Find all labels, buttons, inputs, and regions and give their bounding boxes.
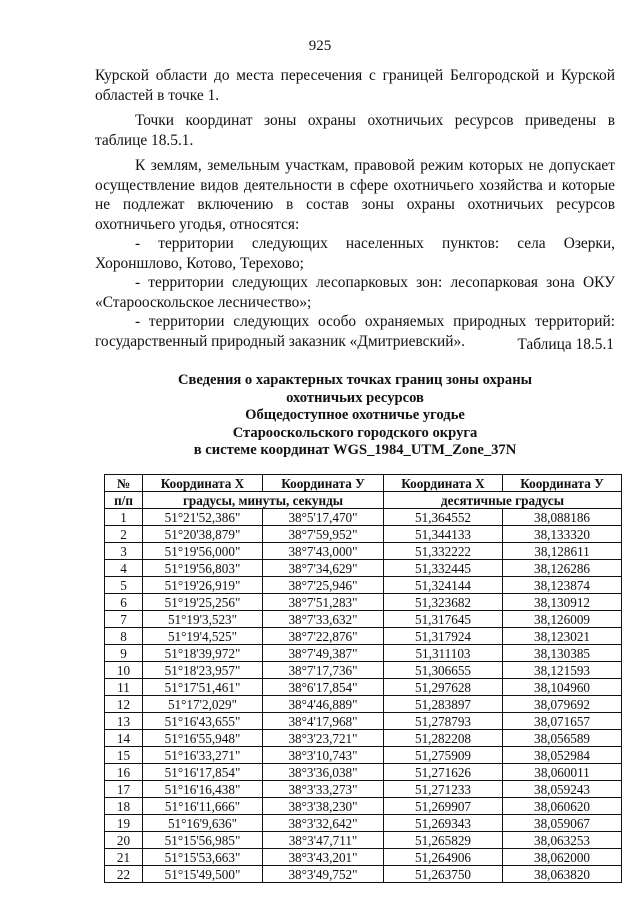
table-label: Таблица 18.5.1 — [517, 336, 614, 353]
cell-number: 12 — [105, 696, 143, 713]
cell-y-dms: 38°4'17,968" — [263, 713, 384, 730]
cell-x-decimal: 51,275909 — [384, 747, 503, 764]
cell-x-decimal: 51,283897 — [384, 696, 503, 713]
cell-x-dms: 51°15'53,663" — [143, 849, 263, 866]
paragraph-2: Точки координат зоны охраны охотничьих ресурсов приведены в таблице 18.5.1. — [95, 112, 615, 149]
cell-y-dms: 38°3'47,711" — [263, 832, 384, 849]
table-header-row — [105, 475, 622, 492]
cell-x-dms: 51°19'26,919" — [143, 577, 263, 594]
header-y-dms: Координата У — [263, 475, 384, 492]
body-text — [95, 66, 615, 351]
cell-y-dms: 38°7'34,629" — [263, 560, 384, 577]
cell-y-dms: 38°3'10,743" — [263, 747, 384, 764]
cell-y-dms: 38°3'23,721" — [263, 730, 384, 747]
cell-number: 22 — [105, 866, 143, 883]
cell-y-dms: 38°7'17,736" — [263, 662, 384, 679]
cell-y-decimal: 38,052984 — [503, 747, 622, 764]
cell-x-decimal: 51,364552 — [384, 509, 503, 526]
cell-x-decimal: 51,278793 — [384, 713, 503, 730]
cell-y-decimal: 38,059243 — [503, 781, 622, 798]
cell-x-dms: 51°17'51,461" — [143, 679, 263, 696]
cell-y-dms: 38°7'22,876" — [263, 628, 384, 645]
table-row — [105, 747, 622, 764]
cell-number: 13 — [105, 713, 143, 730]
cell-x-dms: 51°19'25,256" — [143, 594, 263, 611]
cell-y-dms: 38°6'17,854" — [263, 679, 384, 696]
cell-x-dms: 51°19'4,525" — [143, 628, 263, 645]
cell-x-dms: 51°16'17,854" — [143, 764, 263, 781]
table-title-line-1: Сведения о характерных точках границ зоны охраны — [177, 372, 533, 388]
header-dms-units: градусы, минуты, секунды — [143, 492, 384, 509]
cell-x-decimal: 51,306655 — [384, 662, 503, 679]
table-row — [105, 730, 622, 747]
cell-number: 10 — [105, 662, 143, 679]
table-row — [105, 526, 622, 543]
table-row — [105, 560, 622, 577]
table-row — [105, 628, 622, 645]
cell-x-dms: 51°19'3,523" — [143, 611, 263, 628]
table-row — [105, 679, 622, 696]
table-row — [105, 645, 622, 662]
cell-number: 5 — [105, 577, 143, 594]
cell-y-decimal: 38,063253 — [503, 832, 622, 849]
cell-x-decimal: 51,317645 — [384, 611, 503, 628]
cell-x-decimal: 51,344133 — [384, 526, 503, 543]
cell-y-decimal: 38,126286 — [503, 560, 622, 577]
cell-x-dms: 51°15'49,500" — [143, 866, 263, 883]
cell-x-decimal: 51,269907 — [384, 798, 503, 815]
cell-x-decimal: 51,271233 — [384, 781, 503, 798]
coordinates-table — [104, 474, 622, 883]
cell-number: 9 — [105, 645, 143, 662]
cell-number: 17 — [105, 781, 143, 798]
cell-y-decimal: 38,060620 — [503, 798, 622, 815]
cell-y-decimal: 38,060011 — [503, 764, 622, 781]
cell-x-dms: 51°18'23,957" — [143, 662, 263, 679]
paragraph-6: - территории следующих особо охраняемых природных территорий: государственный природный заказник «Дмитриевский». — [95, 313, 615, 350]
cell-y-dms: 38°5'17,470" — [263, 509, 384, 526]
cell-y-decimal: 38,133320 — [503, 526, 622, 543]
cell-x-dms: 51°19'56,803" — [143, 560, 263, 577]
cell-x-dms: 51°21'52,386" — [143, 509, 263, 526]
table-row — [105, 815, 622, 832]
table-row — [105, 713, 622, 730]
cell-x-decimal: 51,263750 — [384, 866, 503, 883]
table-title-line-5: в системе координат WGS_1984_UTM_Zone_37N — [193, 442, 517, 458]
table-row — [105, 509, 622, 526]
table-row — [105, 798, 622, 815]
cell-number: 4 — [105, 560, 143, 577]
header-y-decimal: Координата У — [503, 475, 622, 492]
cell-x-decimal: 51,332445 — [384, 560, 503, 577]
cell-x-decimal: 51,269343 — [384, 815, 503, 832]
cell-y-decimal: 38,126009 — [503, 611, 622, 628]
cell-number: 21 — [105, 849, 143, 866]
cell-x-dms: 51°16'43,655" — [143, 713, 263, 730]
table-row — [105, 611, 622, 628]
cell-x-decimal: 51,297628 — [384, 679, 503, 696]
cell-number: 16 — [105, 764, 143, 781]
table-row — [105, 662, 622, 679]
cell-y-dms: 38°7'51,283" — [263, 594, 384, 611]
cell-number: 6 — [105, 594, 143, 611]
cell-x-decimal: 51,265829 — [384, 832, 503, 849]
table-row — [105, 594, 622, 611]
cell-y-decimal: 38,130912 — [503, 594, 622, 611]
header-number-sub: п/п — [105, 492, 143, 509]
cell-x-decimal: 51,271626 — [384, 764, 503, 781]
table-row — [105, 543, 622, 560]
cell-y-dms: 38°3'32,642" — [263, 815, 384, 832]
cell-number: 15 — [105, 747, 143, 764]
cell-y-decimal: 38,059067 — [503, 815, 622, 832]
page-number: 925 — [308, 38, 332, 54]
cell-y-decimal: 38,121593 — [503, 662, 622, 679]
cell-y-dms: 38°7'43,000" — [263, 543, 384, 560]
cell-x-dms: 51°16'9,636" — [143, 815, 263, 832]
cell-x-decimal: 51,317924 — [384, 628, 503, 645]
cell-y-decimal: 38,079692 — [503, 696, 622, 713]
paragraph-1: Курской области до места пересечения с границей Белгородской и Курской областей в точке 1. — [95, 67, 615, 104]
cell-y-decimal: 38,088186 — [503, 509, 622, 526]
cell-y-decimal: 38,130385 — [503, 645, 622, 662]
cell-x-dms: 51°16'11,666" — [143, 798, 263, 815]
table-row — [105, 764, 622, 781]
table-title-line-3: Общедоступное охотничье угодье — [245, 407, 465, 423]
table-row — [105, 781, 622, 798]
cell-x-dms: 51°16'55,948" — [143, 730, 263, 747]
header-decimal-units: десятичные градусы — [384, 492, 622, 509]
cell-y-dms: 38°3'33,273" — [263, 781, 384, 798]
cell-y-decimal: 38,062000 — [503, 849, 622, 866]
cell-number: 7 — [105, 611, 143, 628]
table-title-line-2: охотничьих ресурсов — [286, 389, 424, 406]
table-row — [105, 696, 622, 713]
cell-x-decimal: 51,324144 — [384, 577, 503, 594]
cell-y-decimal: 38,123874 — [503, 577, 622, 594]
cell-y-decimal: 38,104960 — [503, 679, 622, 696]
cell-number: 14 — [105, 730, 143, 747]
cell-y-dms: 38°3'36,038" — [263, 764, 384, 781]
cell-y-dms: 38°7'25,946" — [263, 577, 384, 594]
cell-y-decimal: 38,063820 — [503, 866, 622, 883]
cell-x-dms: 51°16'16,438" — [143, 781, 263, 798]
table-body — [105, 509, 622, 883]
cell-y-decimal: 38,123021 — [503, 628, 622, 645]
cell-x-dms: 51°16'33,271" — [143, 747, 263, 764]
cell-number: 19 — [105, 815, 143, 832]
cell-x-dms: 51°18'39,972" — [143, 645, 263, 662]
cell-x-dms: 51°19'56,000" — [143, 543, 263, 560]
cell-y-dms: 38°3'43,201" — [263, 849, 384, 866]
cell-number: 11 — [105, 679, 143, 696]
cell-x-dms: 51°15'56,985" — [143, 832, 263, 849]
cell-y-decimal: 38,128611 — [503, 543, 622, 560]
cell-y-dms: 38°7'59,952" — [263, 526, 384, 543]
cell-number: 3 — [105, 543, 143, 560]
header-x-dms: Координата X — [143, 475, 263, 492]
cell-x-decimal: 51,282208 — [384, 730, 503, 747]
table-title — [90, 372, 620, 460]
paragraph-4: - территории следующих населенных пунктов: села Озерки, Хороншлово, Котово, Терехово; — [95, 235, 615, 272]
cell-y-decimal: 38,056589 — [503, 730, 622, 747]
header-number: № — [105, 475, 143, 492]
cell-x-decimal: 51,311103 — [384, 645, 503, 662]
table-row — [105, 849, 622, 866]
table-units-row — [105, 492, 622, 509]
header-x-decimal: Координата X — [384, 475, 503, 492]
paragraph-5: - территории следующих лесопарковых зон: лесопарковая зона ОКУ «Старооскольское лесничество»; — [95, 274, 615, 311]
cell-y-decimal: 38,071657 — [503, 713, 622, 730]
table-title-line-4: Старооскольского городского округа — [232, 424, 478, 441]
cell-x-decimal: 51,332222 — [384, 543, 503, 560]
table-row — [105, 866, 622, 883]
cell-number: 1 — [105, 509, 143, 526]
cell-y-dms: 38°4'46,889" — [263, 696, 384, 713]
cell-x-decimal: 51,323682 — [384, 594, 503, 611]
cell-x-decimal: 51,264906 — [384, 849, 503, 866]
cell-y-dms: 38°3'49,752" — [263, 866, 384, 883]
cell-number: 20 — [105, 832, 143, 849]
cell-x-dms: 51°20'38,879" — [143, 526, 263, 543]
cell-number: 2 — [105, 526, 143, 543]
table-row — [105, 577, 622, 594]
cell-y-dms: 38°7'49,387" — [263, 645, 384, 662]
cell-x-dms: 51°17'2,029" — [143, 696, 263, 713]
cell-number: 18 — [105, 798, 143, 815]
paragraph-3: К землям, земельным участкам, правовой режим которых не допускает осуществление видов деятельности в сфере охотничьего хозяйства и которые не подлежат включению в состав зоны охраны охотничьих ресурсов охотничьего угодья, относятся: — [95, 157, 615, 233]
cell-y-dms: 38°3'38,230" — [263, 798, 384, 815]
table-row — [105, 832, 622, 849]
cell-number: 8 — [105, 628, 143, 645]
cell-y-dms: 38°7'33,632" — [263, 611, 384, 628]
